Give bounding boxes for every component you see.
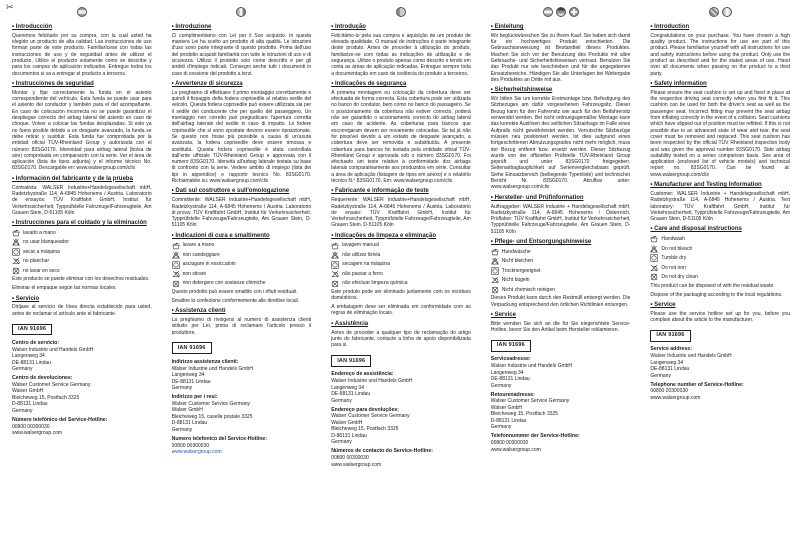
hotline-title: Número telefónico del Service-Hotline: — [12, 416, 108, 423]
ian-badge: IAN 91696 — [172, 342, 212, 354]
section-heading: • Pflege- und Entsorgungshinweise — [490, 238, 592, 245]
flag-row — [491, 7, 631, 20]
address-block — [331, 407, 471, 446]
address-title: Endereço para devoluções: — [331, 406, 399, 413]
care-symbol-row — [491, 267, 631, 275]
handwash-icon — [491, 248, 499, 256]
care-symbol-row — [172, 280, 312, 288]
tumble-dry-icon — [491, 267, 499, 275]
address-line: Langenweg 34 — [171, 372, 205, 379]
no-dry-clean-icon — [491, 286, 499, 294]
care-symbol-row — [12, 229, 152, 237]
flag-it-icon — [236, 7, 246, 17]
ian-badge: IAN 91696 — [491, 340, 531, 352]
website-text: www.walsergroup.com — [331, 461, 382, 468]
address-title: Centro de servicio: — [12, 339, 59, 346]
address-line: D-88131 Lindau — [331, 432, 367, 439]
care-symbol-label: não passar a ferro — [342, 270, 383, 277]
care-symbol-label: asciugare in essiccatoio — [182, 261, 236, 268]
care-symbol-row — [331, 251, 471, 259]
address-block — [12, 340, 152, 373]
section-paragraph: Congratulations on your purchase. You have chosen a high quality product. The instructions for use are part of this product. Please familiarise yourself with all instructions for use and safety instructions before using the product. Only use the product as described and for the stated areas of use. Hand over all documents when passing on the product to a third party. — [650, 32, 790, 77]
ian-badge: IAN 91696 — [331, 355, 371, 367]
section-heading: • Dati sul costruttore e sull'omologazione — [171, 188, 290, 195]
website-text: www.walsergroup.com — [490, 446, 541, 453]
hotline-title: Numero telefonico del Service-Hotline: — [171, 435, 268, 442]
care-symbol-row — [650, 245, 790, 253]
care-symbol-row — [12, 238, 152, 246]
care-symbol-label: Handwäsche — [501, 248, 531, 255]
hotline-number: 00800 00300030 — [490, 440, 529, 447]
address-block — [172, 394, 312, 433]
section-heading: • Care and disposal instructions — [650, 226, 742, 233]
care-symbol-label: Nicht bleichen — [501, 258, 534, 265]
handwash-icon — [172, 242, 180, 250]
address-line: Bleicheweg 15, casella postale 3325 — [171, 413, 253, 420]
no-iron-icon — [491, 276, 499, 284]
address-line: Walser Industrie und Handels GmbH — [12, 346, 94, 353]
section-paragraph: Este producto se puede eliminar con los desechos residuales. — [12, 276, 150, 283]
hotline-number: 00800 00300030 — [331, 455, 369, 462]
hotline-title: Telephone number of Service-Hotline: — [650, 381, 744, 388]
care-symbol-label: Do not dry clean — [661, 274, 698, 281]
section-heading: • Manufacturer and Testing Information — [650, 182, 762, 189]
hotline-number: 00800 00300030 — [171, 442, 210, 449]
section-paragraph: Queremos felicitarle por su compra, con la cual usted ha elegido un producto de alta calidad. Las instrucciones de uso forman parte de este producto. Familiarícese con todas las instrucciones de uso y de seguridad antes de utilizar el producto. Utilice el producto solamente como se describe y para los campos de aplicación indicados. Entregue todos los documentos si va a entregar el producto a terceros. — [12, 32, 152, 77]
website-text: www.walsergroup.com — [12, 430, 63, 437]
section-heading: • Introdução — [331, 24, 366, 30]
flag-at-icon — [543, 7, 553, 17]
section-heading: • Sicherheitshinweise — [490, 87, 553, 94]
section-paragraph: Questo prodotto può essere smaltito con i rifiuti residuali. — [171, 289, 298, 296]
section-paragraph: Smaltire la confezione conformemente alle direttive locali. — [171, 297, 300, 304]
address-title: Centro de devoluciones: — [12, 375, 73, 382]
address-line: Langenweg 34 — [650, 359, 684, 366]
address-block — [172, 359, 312, 392]
section-paragraph: Wir bitten Sie um korrekte Erstmontage bzw. Befestigung des Sitzbezuges am dafür vorgesehenen Fahrzeugsitz. Dieser Bezug kann für den Fahrersitz wie auch für den Beifahrersitz verwendet werden. Bei nicht ordnungsgemäßer Montage kann das korrekte Auslösen des seitlichen Sitzairbags im Falle eines Aufpralls nicht gewährleistet werden. Verrutschte Sitzbezüge müssen neu positioniert werden. Ist dies aufgrund eines fortgeschrittenen Abnutzungsgrades nicht mehr möglich, muss der Bezug entfernt bzw. ersetzt werden. Dieser Sitzbezug wurde von der offiziellen Prüfstelle TÜV-Rheinland Group geprüft und unter 83SG0170 freigegeben. Seitenairbagtauglichkeit auf Serienvergleichsbasis geprüft. Siehe Einsatzbereich (beiliegende Typenliste) und technischer Bericht Nr. 83SG0170. Abrufbar unter: www.walsergroup.com/clix — [490, 96, 631, 191]
care-symbol-label: lavare a mano — [182, 242, 215, 249]
address-title: Retourenadresse: — [490, 391, 535, 398]
care-symbol-label: non detergere con sostanze chimiche — [182, 280, 266, 287]
address-line: Walser Industrie und Handels GmbH — [490, 363, 573, 370]
section-heading: • Fabricante e informação de teste — [331, 188, 429, 195]
care-symbol-row — [12, 248, 152, 256]
section-paragraph: Auftraggeber: WALSER Industrie + Handelsgesellschaft mbH, Radetzkystraße 114, A-6845 Hohenems / Österreich. Prüflabor: TÜV Kraftfahrt GmbH, Institut für Verkehrssicherheit, Typprüfstelle Fahrzeuge/Fahrzeugteile, Am Grauen Stein, D-51105 Köln — [490, 203, 631, 235]
address-line: Bleicheweg 15, Postfach 3325 — [12, 394, 80, 401]
address-line: Langenweg 34 — [490, 369, 524, 376]
address-line: Walser Customer Service Germany — [171, 400, 251, 407]
hotline-title: Telefonnummer der Service-Hotline: — [490, 433, 580, 440]
no-bleach-icon — [650, 245, 658, 253]
address-line: D-88131 Lindau — [12, 401, 48, 408]
address-block — [331, 371, 471, 404]
address-title: Serviceadresse: — [490, 356, 531, 363]
column-it — [172, 6, 312, 550]
no-bleach-icon — [172, 251, 180, 259]
care-symbol-row — [650, 235, 790, 243]
section-heading: • Indicações de limpeza e eliminação — [331, 232, 436, 239]
column-en — [650, 6, 790, 550]
no-dry-clean-icon — [12, 267, 20, 275]
address-block — [650, 346, 790, 379]
care-symbol-row — [331, 270, 471, 278]
care-symbol-label: Trocknergeeignet — [501, 267, 541, 274]
flag-es-icon — [77, 7, 87, 17]
no-dry-clean-icon — [650, 273, 658, 281]
section-heading: • Safety information — [650, 80, 707, 87]
care-symbol-row — [491, 276, 631, 284]
section-paragraph: Antes de proceder a qualquer tipo de reclamação do artigo junto do fabricante, contacte a linha de apoio disponibilizada para si. — [331, 329, 471, 349]
section-heading: • Introduzione — [171, 24, 212, 30]
care-symbol-label: não utilizar lixívia — [342, 251, 381, 258]
address-block — [491, 356, 631, 389]
section-paragraph: La preghiamo di rivolgersi al numero di assistenza clienti istituito per Lei, prima di reclamare l'articolo presso il produttore. — [171, 317, 312, 336]
care-symbol-label: Tumble dry — [661, 255, 687, 262]
section-heading: • Servicio — [12, 295, 40, 302]
flag-ch-icon — [569, 7, 579, 17]
address-line: Germany — [331, 397, 352, 404]
section-heading: • Indicações de segurança — [331, 80, 407, 87]
address-line: Langenweg 34 — [331, 384, 364, 391]
address-line: Germany — [12, 366, 33, 373]
hotline-block — [331, 448, 471, 468]
address-line: Walser Industrie und Handels GmbH — [171, 365, 253, 372]
ian-badge: IAN 91696 — [650, 330, 690, 342]
tumble-dry-icon — [331, 261, 339, 269]
no-iron-icon — [650, 264, 658, 272]
no-bleach-icon — [331, 251, 339, 259]
section-paragraph: Please use the service hotline set up for you, before you complain about the article to the manufacturer. — [650, 310, 790, 324]
address-line: DE-88131 Lindau — [650, 366, 690, 373]
address-title: Indirizzo assistenza clienti: — [171, 358, 239, 365]
section-paragraph: Wir beglückwünschen Sie zu Ihrem Kauf. Sie haben sich damit für ein hochwertiges Produkt entschieden. Die Gebrauchsanweisung ist Bestandteil dieses Produktes. Machen Sie sich vor der Benutzung des Produkts mit allen Gebrauchs- und Sicherheitshinweisen vertraut. Benutzen Sie das Produkt nur wie beschrieben und für die angegebenen Einsatzbereiche. Händigen Sie alle Unterlagen bei Weitergabe des Produktes an Dritte mit aus. — [490, 32, 631, 83]
hotline-number: 00800 00300030 — [12, 423, 50, 430]
care-symbol-label: secar a máquina — [23, 248, 60, 255]
address-line: Germany — [331, 439, 352, 446]
section-heading: • Introduction — [650, 24, 690, 30]
column-de — [491, 6, 631, 550]
care-symbol-row — [491, 248, 631, 256]
flag-de-icon — [556, 7, 566, 17]
section-heading: • Introducción — [12, 24, 53, 30]
address-line: Langenweg 34 — [12, 353, 45, 360]
address-line: Walser GmbH — [490, 404, 523, 411]
address-line: Germany — [171, 385, 193, 392]
section-paragraph: Dispose of the packaging according to the local regulations. — [650, 291, 783, 298]
section-heading: • Assistenza clienti — [171, 308, 226, 315]
flag-row — [650, 7, 790, 20]
address-line: DE-88131 Lindau — [331, 391, 371, 398]
care-symbol-label: non stirare — [182, 270, 207, 277]
section-paragraph: Montar y fijar correctamente la funda en el asiento correspondiente del vehículo. Esta funda se puede usar para el asiento del conductor y también para el del acompañante. En caso de colocación incorrecta no se puede garantizar el despliegue correcto del airbag lateral del asiento en caso de choque. Volver a colocar las fundas desplazadas. Si esto ya no fuera posible debido a un desgaste avanzado, la funda se debe retirar y sustituir. Esta funda fue comprobada por la entidad oficial TÜV-Rheinland Group y autorizada con el número 83SG0170. Idoneidad para airbag lateral (bolsa de aire) comprobada en comparación con la serie. Ver el área de aplicación (lista de tipos adjunta) y el informe técnico No. 83SG0170. Descargable en: www.walsergroup.com/clix — [12, 89, 152, 172]
tumble-dry-icon — [650, 254, 658, 262]
care-symbol-label: Do not iron — [661, 264, 686, 271]
section-heading: • Einleitung — [490, 24, 524, 30]
ian-badge: IAN 91696 — [12, 324, 52, 336]
section-paragraph: La preghiamo di effettuare il primo montaggio correttamente e quindi il fissaggio della fodera coprisedile al relativo sedile del veicolo. Questa fodera coprisedile può essere utilizzata sia per il sedile del conducente che per quello del passeggero. Un montaggio non corretto può pregiudicare l'apertura corretta dell'airbag laterale del sedile in caso di impatto. Le fodere coprisedile che si sono spostate devono essere riposizionate. Se questo non fosse più possibile a causa di un'usura avanzata, la fodera coprisedile deve essere rimossa e sostituita. Questa fodera coprisedile è stata controllata dall'ente ufficiale TÜV-Rheinland Group e approvata con il numero 83SG0170. Idoneità all'airbag laterale testata su base di confronto con la serie. Vedere ambito di impiego (lista dei tipi in appendice) e rapporto tecnico No. 83SG0170. Richiamabile su: www.walsergroup.com/clix — [171, 89, 312, 185]
care-symbol-label: Handwash — [661, 236, 686, 243]
care-symbol-row — [331, 261, 471, 269]
flag-ie-icon — [722, 7, 732, 17]
address-line: Walser Customer Service Germany — [331, 413, 410, 420]
section-paragraph: Dieses Produkt kann durch den Restmüll entsorgt werden. Die Verpackung entsprechend den örtlichen Richtlinien entsorgen. — [490, 295, 631, 308]
tumble-dry-icon — [12, 248, 20, 256]
section-paragraph: Diríjase al servicio de línea directa establecido para usted, antes de reclamar el artículo ante el fabricante. — [12, 304, 152, 317]
section-paragraph: Ci complimentiamo con Lei per il Suo acquisto. In questa maniera Lei ha scelto un prodotto di alta qualità. Le istruzioni d'uso sono parte integrante di questo prodotto. Prima dell'uso del prodotto acquisti familiarità con tutte le istruzioni di uso e di sicurezza. Utilizzi il prodotto solo come descritto e per gli ambiti d'impiego indicati. Consegni anche tutti i documenti in caso di cessione del prodotto a terzi. — [171, 32, 312, 77]
care-symbol-label: lavado a mano — [23, 229, 56, 236]
section-heading: • Service — [650, 301, 676, 308]
care-symbol-label: non candeggiare — [182, 251, 220, 258]
address-line: Walser GmbH — [171, 407, 203, 414]
hotline-block — [172, 436, 312, 456]
tumble-dry-icon — [172, 261, 180, 269]
care-symbol-row — [650, 273, 790, 281]
care-symbol-label: Do not bleach — [661, 245, 693, 252]
address-title: Service address: — [650, 346, 692, 353]
address-line: Germany — [490, 424, 512, 431]
column-pt — [331, 6, 471, 550]
address-line: Bleicheweg 15, Postfach 3325 — [490, 411, 559, 418]
address-line: Walser Industrie und Handels GmbH — [331, 378, 413, 385]
section-paragraph: Please ensure the seat cushion is set up and fixed in place at the respective driving seat correctly when you first fit it. This cushion can be used for both the driver's seat as well as the passenger seat. Incorrect fitting may prevent the seat airbag from inflating correctly in the event of a collision. Seat cushions which have slipped out of position must be refitted. If this is not possible due to an advanced state of wear and tear, the seat cover must be removed and replaced. This seat cushion has been inspected by the official TÜV Rheinland inspection body and was given the approval number 83SG0170. Side airbag suitability tested on a series comparison basis. See area of application (enclosed list of vehicle models) and technical report no. 83SG0170. Can be found at: www.walsergroup.com/clix — [650, 89, 790, 178]
section-paragraph: Committente: WALSER Industrie+Handelsgesellschaft mbH, Radetzkystraße 114, A-6845 Hohenems / Austria. Laboratorio di prova: TÜV Kraftfahrt GmbH, Institut für Verkehrssicherheit, Typprüfstelle Fahrzeuge/Fahrzeugteile, Am Grauen Stein, D-51105 Köln — [171, 197, 312, 229]
address-line: Bleicheweg 15, Postfach 3325 — [331, 426, 399, 433]
website-text: www.walsergroup.com — [171, 449, 222, 456]
section-paragraph: Este produto pode ser eliminado juntamente com os resíduos domésticos. — [331, 289, 471, 302]
address-line: Germany — [12, 407, 33, 414]
address-title: Endereço de assistência: — [331, 371, 394, 378]
section-paragraph: Customer: WALSER Industrie + Handelsgesellschaft mbH, Radetzkystraße 114, A-6845 Hohenems / Austria. Test laboratory: TÜV Kraftfahrt GmbH, Institut für Verkehrssicherheit, Typprüfstelle Fahrzeuge/Fahrzeugteile, Am Grauen Stein, D-51105 Köln — [650, 190, 790, 223]
care-symbol-label: no usar blanqueador — [23, 239, 69, 246]
no-iron-icon — [331, 270, 339, 278]
address-line: Germany — [650, 372, 671, 379]
address-line: DE-88131 Lindau — [171, 378, 211, 385]
address-line: Walser GmbH — [331, 419, 363, 426]
care-symbol-label: no lavar en seco — [23, 267, 60, 274]
address-line: D-88131 Lindau — [171, 420, 208, 427]
address-line: DE-88131 Lindau — [490, 376, 530, 383]
care-symbol-label: secagem na máquina — [342, 261, 390, 268]
care-symbol-row — [172, 261, 312, 269]
section-heading: • Instrucciones para el cuidado y la eliminación — [12, 220, 147, 227]
address-block — [491, 392, 631, 431]
section-paragraph: Felicitámo-lo pela sua compra e aquisição de um produto de elevada qualidade. O manual de instruções é parte integrante deste produto. Antes de proceder à utilização do produto, familiarize-se com todas as indicações de utilização e de segurança. Utilize o produto apenas como descrito e tendo em conta as áreas de aplicação indicadas. Entregue sempre toda a documentação em caso de cedência do produto a terceiros. — [331, 32, 471, 77]
section-heading: • Información del fabricante y de la prueba — [12, 175, 133, 182]
no-dry-clean-icon — [331, 280, 339, 288]
hotline-block — [12, 417, 152, 437]
care-symbol-row — [172, 251, 312, 259]
address-line: Germany — [171, 426, 193, 433]
address-line: Walser Customer Service Germany — [12, 381, 91, 388]
section-heading: • Service — [490, 311, 516, 318]
care-symbol-row — [650, 264, 790, 272]
handwash-icon — [650, 235, 658, 243]
care-symbol-row — [12, 257, 152, 265]
hotline-title: Números de contacto do Service-Hotline: — [331, 448, 433, 455]
section-heading: • Hersteller- und Prüfinformation — [490, 194, 584, 201]
flag-row — [331, 7, 471, 20]
hotline-block — [650, 382, 790, 402]
section-paragraph: A primeira montagem ou colocação da cobertura deve ser efectuada de forma correcta. Esta cobertura pode ser utilizada no banco do condutor, bem como no banco do passageiro. Se o posicionamento da cobertura não estiver correcto, poderá não ser garantido o accionamento correcto do airbag lateral em caso de acidente. As coberturas para bancos que escorregaram devem ser novamente colocadas. Se tal já não for possível devido a um estado de desgaste avançado, a cobertura deve ser removida e substituída. A presente cobertura para bancos foi testada pela entidade oficial TÜV-Rheinland Group e aprovada sob o número 83SG0170. Foi efectuado um teste relativo à conformidade dos airbags laterais comparativamente aos produzidos em série. Consultar a área de aplicação (listagem de tipos em anexo) e o relatório técnico N.º 83SG0170. Em: www.walsergroup.com/clix — [331, 89, 471, 185]
section-paragraph: Bitte wenden Sie sich an die für Sie eingerichtete Service-Hotline, bevor Sie den Artikel beim Hersteller reklamieren. — [490, 320, 631, 334]
no-bleach-icon — [491, 257, 499, 265]
care-symbol-label: não efectuar limpeza química — [342, 280, 408, 287]
website-text: www.walsergroup.com — [650, 394, 701, 401]
address-line: Germany — [490, 382, 512, 389]
care-symbol-row — [172, 242, 312, 250]
section-paragraph: Requerente: WALSER Industrie+Handelsgesellschaft mbH, Radetzkystraße 114, A-6845 Hohenems / Áustria. Laboratório de ensaio: TÜV Kraftfahrt GmbH, Institut für Verkehrssicherheit, Typprüfstelle Fahrzeuge/Fahrzeugteile, Am Grauen Stein, D-51105 Köln — [331, 197, 471, 229]
care-symbol-label: Nicht bügeln — [501, 277, 530, 284]
flag-pt-icon — [396, 7, 406, 17]
section-paragraph: Contratista: WALSER Industrie+Handelsgesellschaft mbH, Radetzkystraße 114, A-6845 Hohenems / Austria. Laboratorio de ensayos: TÜV Kraftfahrt GmbH, Institut für Verkehrssicherheit, Typprüfstelle Fahrzeuge/Fahrzeugteile, Am Grauen Stein, D-51105 Köln — [12, 184, 152, 216]
flag-gb-icon — [709, 7, 719, 17]
scissors-icon: ✂ — [6, 2, 14, 12]
flag-row — [172, 7, 312, 20]
address-title: Indirizzo per i resi: — [171, 394, 218, 401]
care-symbol-label: Nicht chemisch reinigen — [501, 286, 555, 293]
address-line: DE-88131 Lindau — [12, 359, 51, 366]
care-symbol-label: lavagem manual — [342, 242, 379, 249]
care-symbol-row — [331, 280, 471, 288]
language-columns — [12, 6, 790, 550]
section-heading: • Assistência — [331, 320, 369, 327]
section-heading: • Indicazioni di cura e smaltimento — [171, 232, 270, 239]
no-bleach-icon — [12, 238, 20, 246]
no-iron-icon — [12, 257, 20, 265]
handwash-icon — [12, 229, 20, 237]
address-line: D-88131 Lindau — [490, 417, 527, 424]
column-es — [12, 6, 152, 550]
care-symbol-row — [172, 270, 312, 278]
handwash-icon — [331, 242, 339, 250]
care-symbol-row — [650, 254, 790, 262]
flag-row — [12, 7, 152, 20]
address-line: Walser Customer Service Germany — [490, 398, 570, 405]
section-paragraph: This product can be disposed of with the residual waste. — [650, 282, 775, 289]
care-symbol-row — [12, 267, 152, 275]
hotline-block — [491, 433, 631, 453]
section-paragraph: A embalagem deve ser eliminada em conformidade com as regras de eliminação locais. — [331, 304, 471, 317]
section-heading: • Instrucciones de seguridad — [12, 80, 94, 87]
no-iron-icon — [172, 270, 180, 278]
no-dry-clean-icon — [172, 280, 180, 288]
section-paragraph: Eliminar el empaque según las normas locales. — [12, 285, 117, 292]
hotline-number: 00800 00300030 — [650, 388, 688, 395]
care-symbol-row — [491, 286, 631, 294]
section-heading: • Avvertenze di sicurezza — [171, 80, 243, 87]
address-block — [12, 375, 152, 414]
care-symbol-label: no planchar — [23, 258, 50, 265]
address-line: Walser GmbH — [12, 388, 44, 395]
care-symbol-row — [491, 257, 631, 265]
address-line: Walser Industrie und Handels GmbH — [650, 353, 732, 360]
care-symbol-row — [331, 242, 471, 250]
